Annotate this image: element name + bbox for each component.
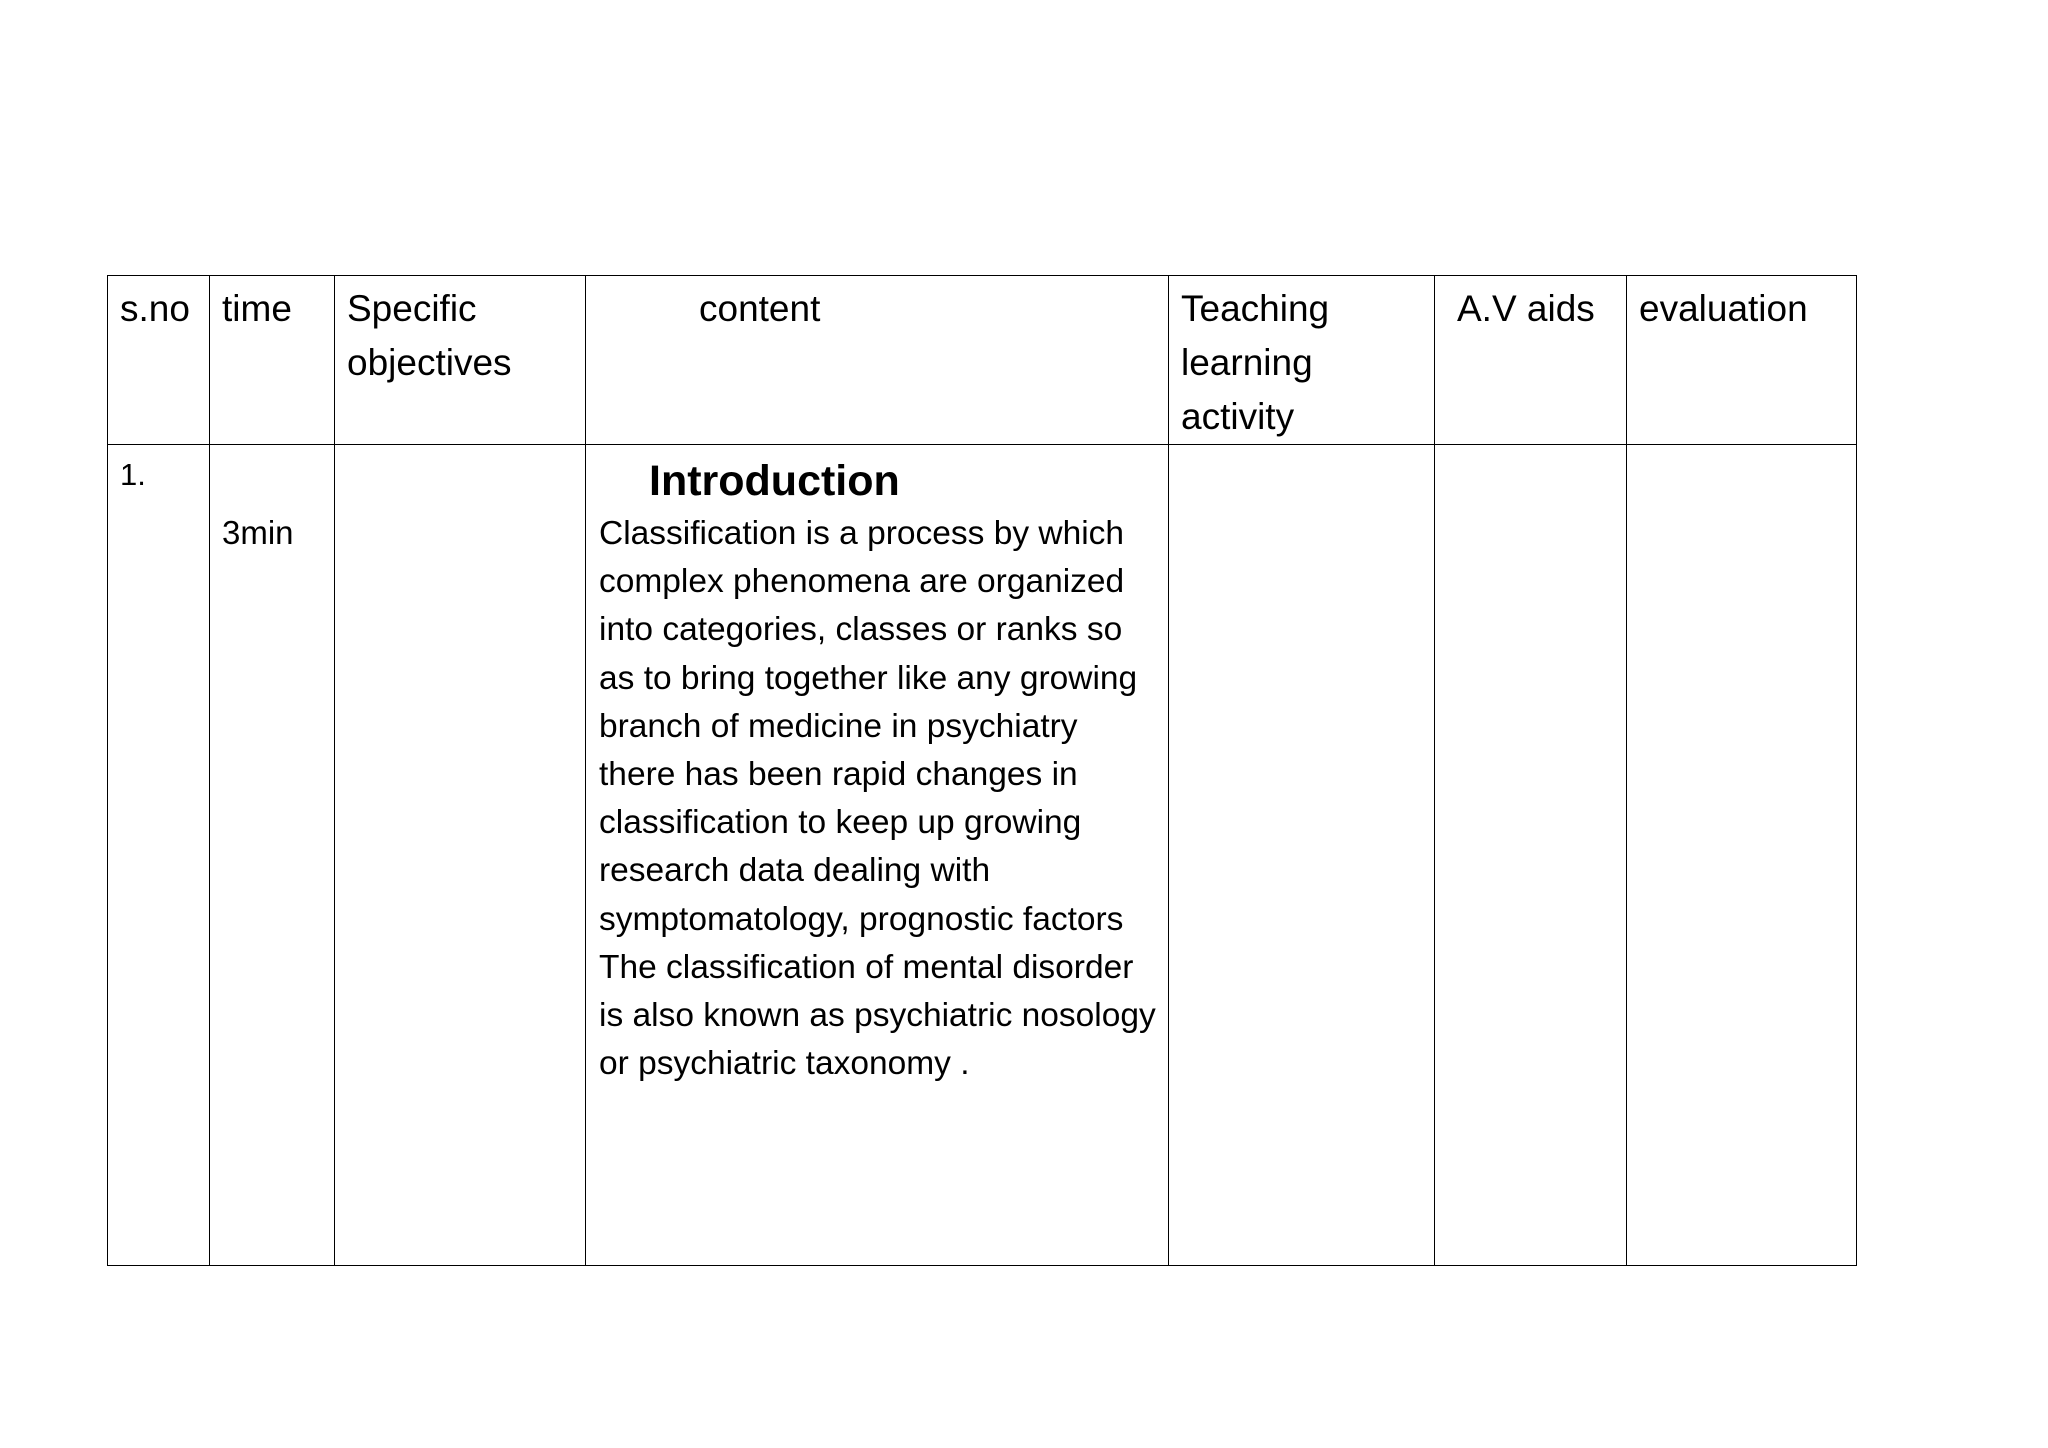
header-content-label: content (699, 288, 821, 329)
header-av-aids-label: A.V aids (1457, 288, 1595, 329)
header-activity (1169, 276, 1435, 445)
content-paragraph-2: The classification of mental disorder is also known as psychiatric nosology or psychiatric taxonomy . (599, 948, 1156, 1083)
header-sno-label: s.no (120, 288, 190, 329)
header-sno (108, 276, 210, 445)
header-content (586, 276, 1169, 445)
header-activity-label: Teaching learning activity (1181, 288, 1330, 437)
content-title: Introduction (649, 457, 900, 505)
cell-av-aids (1435, 445, 1627, 1266)
lesson-plan-table (107, 275, 1857, 1266)
cell-time (210, 445, 335, 1266)
header-evaluation-label: evaluation (1639, 288, 1808, 329)
cell-objectives (335, 445, 586, 1266)
header-av-aids (1435, 276, 1627, 445)
header-time-label: time (222, 288, 292, 329)
cell-activity (1169, 445, 1435, 1266)
cell-content (586, 445, 1169, 1266)
header-objectives-label: Specific objectives (347, 288, 512, 383)
content-paragraph-1: Classification is a process by which complex phenomena are organized into categories, classes or ranks so as to bring together like any growing branch of medicine in psychiatry there has been rapid changes in classification to keep up growing research data dealing with symptomatology, prognostic factors (599, 515, 1138, 938)
header-objectives (335, 276, 586, 445)
cell-evaluation (1627, 445, 1857, 1266)
table-header-row (108, 276, 1857, 445)
row-time: 3min (222, 514, 294, 551)
header-evaluation (1627, 276, 1857, 445)
cell-sno (108, 445, 210, 1266)
row-sno: 1. (120, 457, 146, 492)
table-row (108, 445, 1857, 1266)
header-time (210, 276, 335, 445)
